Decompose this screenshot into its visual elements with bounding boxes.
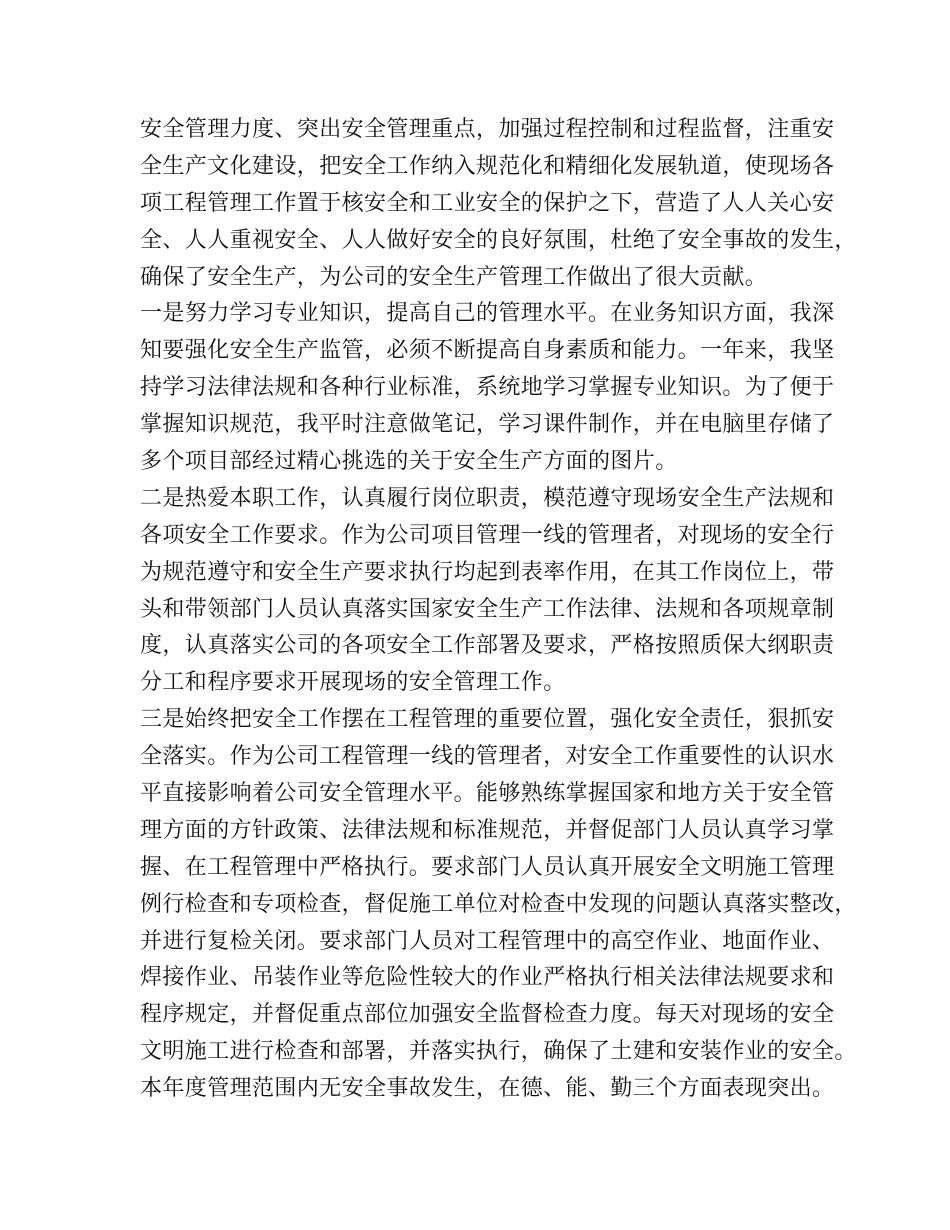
- text-line: 握、在工程管理中严格执行。要求部门人员认真开展安全文明施工管理: [140, 854, 835, 880]
- text-line: 全生产文化建设，把安全工作纳入规范化和精细化发展轨道，使现场各: [140, 153, 835, 179]
- text-line: 度，认真落实公司的各项安全工作部署及要求，严格按照质保大纲职责: [140, 633, 835, 659]
- text-line: 安全管理力度、突出安全管理重点，加强过程控制和过程监督，注重安: [140, 117, 835, 142]
- text-line: 知要强化安全生产监管，必须不断提高自身素质和能力。一年来，我坚: [140, 338, 835, 364]
- text-line: 头和带领部门人员认真落实国家安全生产工作法律、法规和各项规章制: [140, 596, 835, 622]
- text-line: 焊接作业、吊装作业等危险性较大的作业严格执行相关法律法规要求和: [140, 965, 835, 991]
- text-line: 分工和程序要求开展现场的安全管理工作。: [140, 670, 566, 696]
- text-line: 文明施工进行检查和部署，并落实执行，确保了土建和安装作业的安全。: [140, 1039, 857, 1065]
- text-line: 全落实。作为公司工程管理一线的管理者，对安全工作重要性的认识水: [140, 744, 835, 770]
- text-line: 例行检查和专项检查，督促施工单位对检查中发现的问题认真落实整改，: [140, 891, 857, 917]
- text-line: 三是始终把安全工作摆在工程管理的重要位置，强化安全责任，狠抓安: [140, 707, 835, 733]
- text-line: 并进行复检关闭。要求部门人员对工程管理中的高空作业、地面作业、: [140, 928, 835, 954]
- text-line: 程序规定，并督促重点部位加强安全监督检查力度。每天对现场的安全: [140, 1002, 835, 1028]
- text-line: 多个项目部经过精心挑选的关于安全生产方面的图片。: [140, 449, 678, 475]
- text-line: 本年度管理范围内无安全事故发生，在德、能、勤三个方面表现突出。: [140, 1076, 835, 1102]
- text-line: 持学习法律法规和各种行业标准，系统地学习掌握专业知识。为了便于: [140, 375, 835, 401]
- body-text: [140, 112, 857, 1108]
- text-line: 一是努力学习专业知识，提高自己的管理水平。在业务知识方面，我深: [140, 301, 835, 327]
- text-line: 各项安全工作要求。作为公司项目管理一线的管理者，对现场的安全行: [140, 522, 835, 548]
- text-line: 二是热爱本职工作，认真履行岗位职责，模范遵守现场安全生产法规和: [140, 485, 835, 511]
- text-line: 平直接影响着公司安全管理水平。能够熟练掌握国家和地方关于安全管: [140, 781, 835, 807]
- text-line: 确保了安全生产，为公司的安全生产管理工作做出了很大贡献。: [140, 264, 768, 290]
- text-line: 全、人人重视安全、人人做好安全的良好氛围，杜绝了安全事故的发生，: [140, 227, 857, 253]
- text-line: 为规范遵守和安全生产要求执行均起到表率作用，在其工作岗位上，带: [140, 559, 835, 585]
- text-line: 项工程管理工作置于核安全和工业安全的保护之下，营造了人人关心安: [140, 190, 835, 216]
- text-line: 掌握知识规范，我平时注意做笔记，学习课件制作，并在电脑里存储了: [140, 412, 835, 438]
- text-line: 理方面的方针政策、法律法规和标准规范，并督促部门人员认真学习掌: [140, 817, 835, 843]
